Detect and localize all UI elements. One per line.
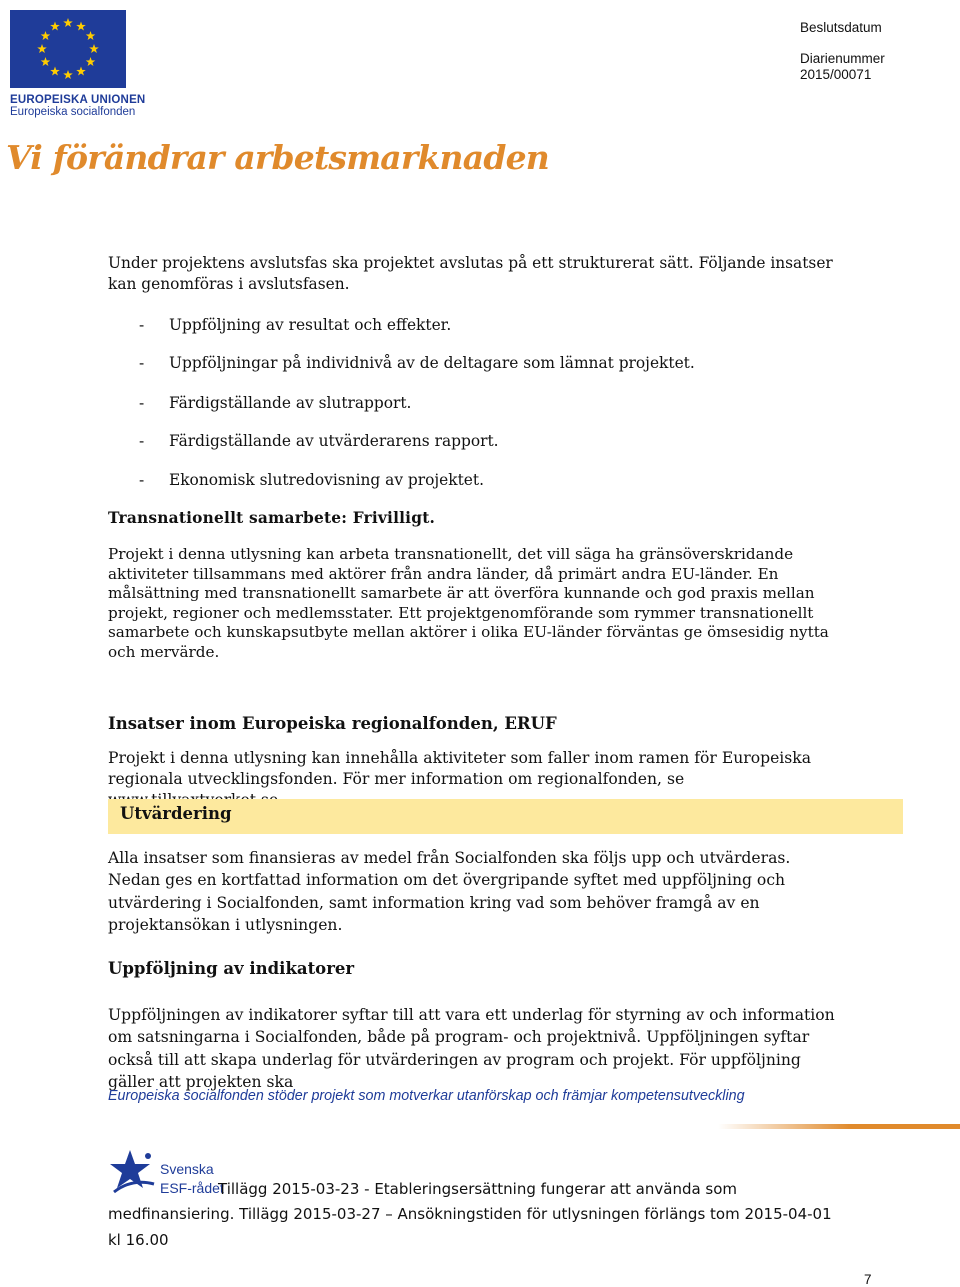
indicators-heading: Uppföljning av indikatorer [108, 959, 355, 978]
indicators-paragraph: Uppföljningen av indikatorer syftar till att vara ett underlag för styrning av och information om satsningarna i Socialfonden, både på program- och projektnivå. Uppföljningen syftar också till att skapa underlag för utvärderingen av program och projekt. För uppföljning gäller att projekten ska [108, 1006, 835, 1091]
list-item-text: Uppföljning av resultat och effekter. [169, 316, 452, 334]
list-item [139, 353, 695, 373]
evaluation-heading: Utvärdering [120, 804, 232, 823]
list-item [139, 470, 484, 490]
esf-star-icon [108, 1148, 158, 1196]
eu-star-icon [76, 67, 86, 76]
decision-date-label: Beslutsdatum [800, 20, 882, 35]
diary-number-label: Diarienummer [800, 51, 885, 66]
list-item-text: Färdigställande av slutrapport. [169, 394, 412, 412]
eu-star-icon [86, 31, 96, 40]
addendum-note-line: Tillägg 2015-03-23 - Etableringsersättning fungerar att använda som [218, 1180, 738, 1198]
eu-star-icon [76, 21, 86, 30]
eu-star-icon [86, 57, 96, 66]
list-item-text: Färdigställande av utvärderarens rapport. [169, 432, 499, 450]
list-item [139, 431, 499, 451]
diary-number-value: 2015/00071 [800, 67, 872, 82]
list-item-text: Uppföljningar på individnivå av de deltagare som lämnat projektet. [169, 354, 695, 372]
eu-star-icon [41, 31, 51, 40]
bullet-marker: - [139, 316, 145, 334]
eu-star-icon [41, 57, 51, 66]
eu-star-icon [50, 67, 60, 76]
bullet-marker: - [139, 471, 145, 489]
footer-rule [718, 1124, 960, 1129]
eu-flag-icon [10, 10, 126, 88]
eu-logo-name: EUROPEISKA UNIONEN [10, 94, 146, 106]
esf-logo-line2: ESF-rådet [160, 1180, 224, 1196]
slogan: Vi förändrar arbetsmarknaden [6, 138, 549, 177]
eu-star-icon [89, 44, 99, 53]
eruf-paragraph: Projekt i denna utlysning kan innehålla aktiviteter som faller inom ramen för Europeiska regionala utvecklingsfonden. För mer information om regionalfonden, se [108, 749, 812, 788]
bullet-marker: - [139, 354, 145, 372]
intro-paragraph: Under projektens avslutsfas ska projektet avslutas på ett strukturerat sätt. Följande insatser kan genomföras i avslutsfasen. [108, 254, 833, 293]
eu-star-icon [63, 18, 73, 27]
transnational-title: Transnationellt samarbete: Frivilligt. [108, 509, 436, 527]
page-number: 7 [864, 1272, 872, 1287]
eruf-heading: Insatser inom Europeiska regionalfonden, ERUF [108, 714, 557, 733]
list-item-text: Ekonomisk slutredovisning av projektet. [169, 471, 484, 489]
eu-logo-fund: Europeiska socialfonden [10, 106, 136, 118]
bullet-marker: - [139, 394, 145, 412]
footer-tagline: Europeiska socialfonden stöder projekt som motverkar utanförskap och främjar kompetensutveckling [108, 1088, 745, 1104]
eu-star-icon [50, 21, 60, 30]
esf-logo-line1: Svenska [160, 1161, 214, 1177]
evaluation-paragraph: Alla insatser som finansieras av medel från Socialfonden ska följs upp och utvärderas. Nedan ges en kortfattad information om det övergripande syftet med uppföljning och utvärdering i Socialfonden, samt information kring vad som behöver framgå av en projektansökan i utlysningen. [108, 849, 791, 934]
eu-logo [10, 10, 146, 118]
addendum-note-line: medfinansiering. Tillägg 2015-03-27 – Ansökningstiden för utlysningen förlängs tom 2015-04-01 [108, 1205, 832, 1223]
bullet-marker: - [139, 432, 145, 450]
eu-star-icon [63, 70, 73, 79]
list-item [139, 393, 411, 413]
transnational-paragraph: Projekt i denna utlysning kan arbeta transnationellt, det vill säga ha gränsöverskridande aktiviteter tillsammans med aktörer från andra länder, då primärt andra EU-länder. En målsättning med transnationellt samarbete är att överföra kunnande och god praxis mellan projekt, regioner och medlemsstater. Ett projektgenomförande som rymmer transnationellt samarbete och kunskapsutbyte mellan aktörer i olika EU-länder förväntas ge ömsesidig nytta och mervärde. [108, 545, 829, 661]
list-item [139, 315, 451, 335]
addendum-note-line: kl 16.00 [108, 1231, 169, 1249]
eu-star-icon [37, 44, 47, 53]
